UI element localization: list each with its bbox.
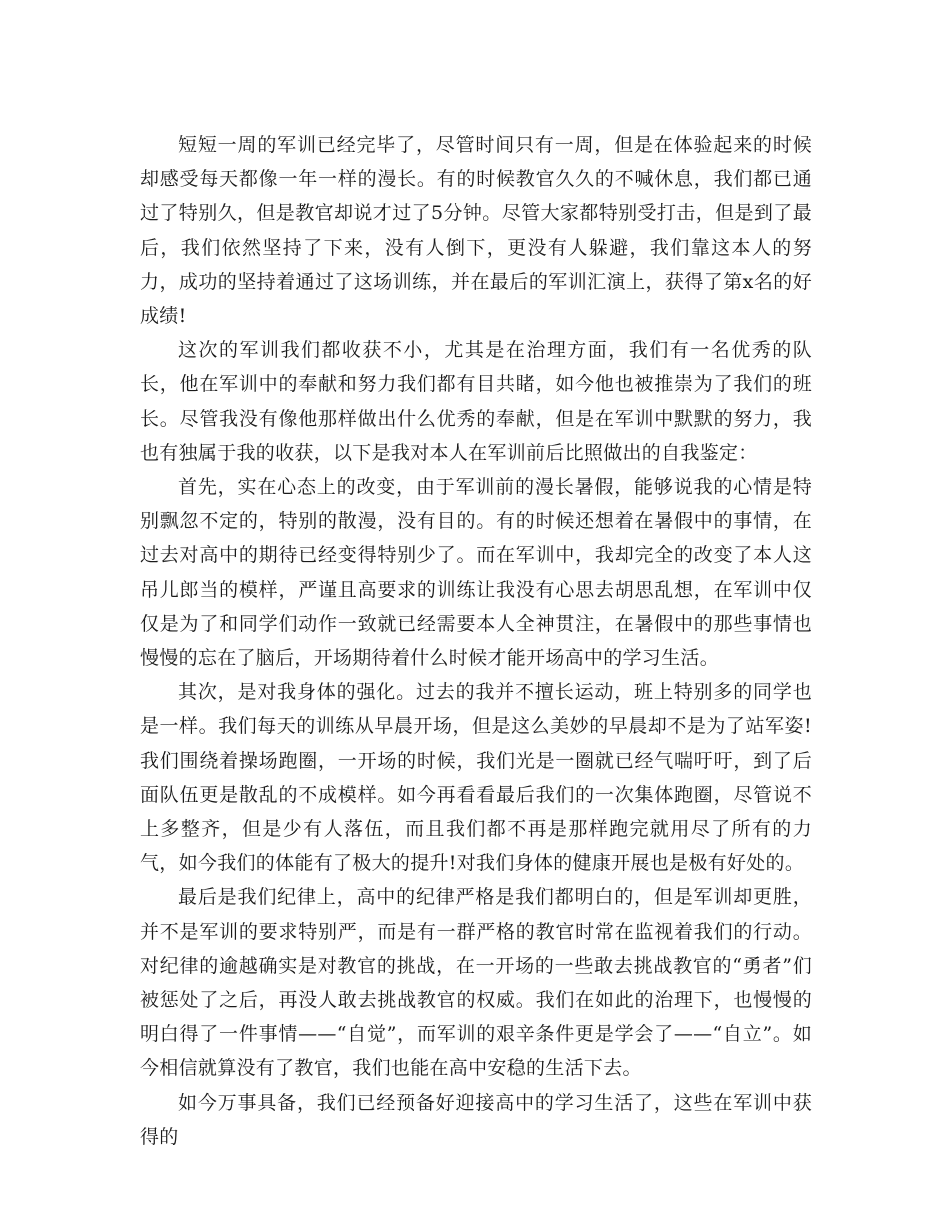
- paragraph-1: 短短一周的军训已经完毕了，尽管时间只有一周，但是在体验起来的时候却感受每天都像一年一样的漫长。有的时候教官久久的不喊休息，我们都已通过了特别久，但是教官却说才过了5分钟。尽管大家都特别受打击，但是到了最后，我们依然坚持了下来，没有人倒下，更没有人躲避，我们靠这本人的努力，成功的坚持着通过了这场训练，并在最后的军训汇演上，获得了第x名的好成绩!: [140, 134, 812, 328]
- paragraph-2: 这次的军训我们都收获不小，尤其是在治理方面，我们有一名优秀的队长，他在军训中的奉献和努力我们都有目共睹，如今他也被推崇为了我们的班长。尽管我没有像他那样做出什么优秀的奉献，但是在军训中默默的努力，我也有独属于我的收获，以下是我对本人在军训前后比照做出的自我鉴定：: [140, 339, 812, 464]
- paragraph-4: 其次，是对我身体的强化。过去的我并不擅长运动，班上特别多的同学也是一样。我们每天的训练从早晨开场，但是这么美妙的早晨却不是为了站军姿!我们围绕着操场跑圈，一开场的时候，我们光是一圈就已经气喘吁吁，到了后面队伍更是散乱的不成模样。如今再看看最后我们的一次集体跑圈，尽管说不上多整齐，但是少有人落伍，而且我们都不再是那样跑完就用尽了所有的力气，如今我们的体能有了极大的提升!对我们身体的健康开展也是极有好处的。: [140, 681, 812, 875]
- paragraph-6: 如今万事具备，我们已经预备好迎接高中的学习生活了，这些在军训中获得的: [140, 1091, 812, 1148]
- paragraph-3: 首先，实在心态上的改变，由于军训前的漫长暑假，能够说我的心情是特别飘忽不定的，特别的散漫，没有目的。有的时候还想着在暑假中的事情，在过去对高中的期待已经变得特别少了。而在军训中，我却完全的改变了本人这吊儿郎当的模样，严谨且高要求的训练让我没有心思去胡思乱想，在军训中仅仅是为了和同学们动作一致就已经需要本人全神贯注，在暑假中的那些事情也慢慢的忘在了脑后，开场期待着什么时候才能开场高中的学习生活。: [140, 476, 812, 670]
- document-body: [140, 128, 812, 1154]
- paragraph-5: 最后是我们纪律上，高中的纪律严格是我们都明白的，但是军训却更胜，并不是军训的要求特别严，而是有一群严格的教官时常在监视着我们的行动。对纪律的逾越确实是对教官的挑战，在一开场的一些敢去挑战教官的“勇者”们被惩处了之后，再没人敢去挑战教官的权威。我们在如此的治理下，也慢慢的明白得了一件事情——“自觉”，而军训的艰辛条件更是学会了——“自立”。如今相信就算没有了教官，我们也能在高中安稳的生活下去。: [140, 886, 812, 1080]
